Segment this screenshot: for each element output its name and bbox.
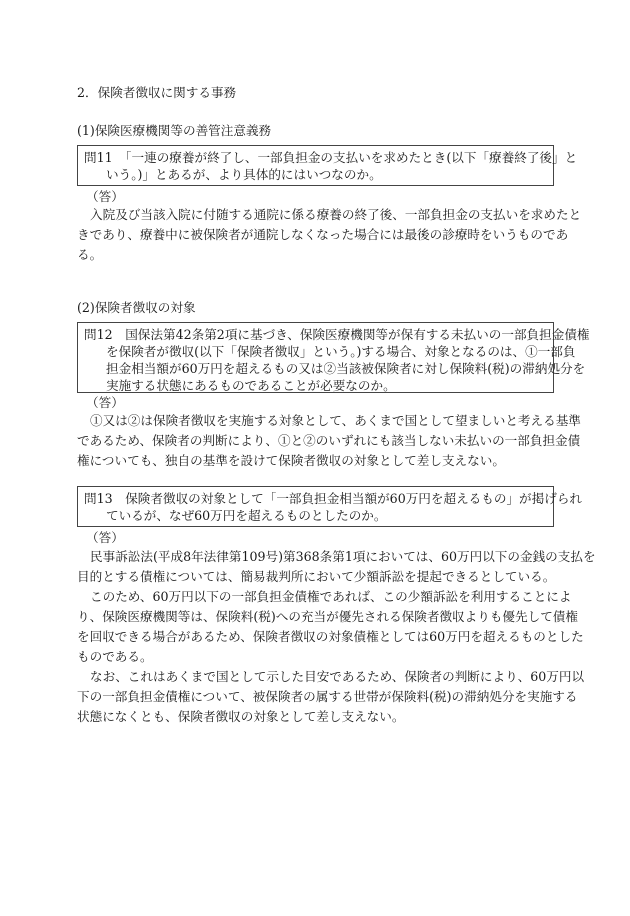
answer-line: ものである。 xyxy=(77,649,153,664)
answer-line: 下の一部負担金債権について、被保険者の属する世帯が保険料(税)の滞納処分を実施する xyxy=(77,689,578,704)
answer-label: （答） xyxy=(86,189,124,204)
answer-line: る。 xyxy=(77,247,103,262)
question-line: ているが、なぜ60万円を超えるものとしたのか。 xyxy=(106,508,387,523)
answer-line: 権についても、独自の基準を設けて保険者徴収の対象として差し支えない。 xyxy=(77,453,505,468)
question-line: 問12 国保法第42条第2項に基づき、保険医療機関等が保有する未払いの一部負担金債権 xyxy=(84,327,590,342)
answer-label: （答） xyxy=(86,530,124,545)
answer-line: ①又は②は保険者徴収を実施する対象として、あくまで国として望ましいと考える基準 xyxy=(90,413,581,428)
answer-line: であるため、保険者の判断により、①と②のいずれにも該当しない未払いの一部負担金債 xyxy=(77,433,581,448)
answer-line: を回収できる場合があるため、保険者徴収の対象債権としては60万円を超えるものとした xyxy=(77,629,584,644)
answer-line: 入院及び当該入院に付随する通院に係る療養の終了後、一部負担金の支払いを求めたと xyxy=(90,207,582,222)
question-line: を保険者が徴収(以下「保険者徴収」という。)する場合、対象となるのは、①一部負 xyxy=(106,344,576,359)
question-line: 問13 保険者徴収の対象として「一部負担金相当額が60万円を超えるもの」が掲げられ xyxy=(84,491,583,506)
answer-line: きであり、療養中に被保険者が通院しなくなった場合には最後の診療時をいうものであ xyxy=(77,227,569,242)
question-line: 担金相当額が60万円を超えるもの又は②当該被保険者に対し保険料(税)の滞納処分を xyxy=(106,361,586,376)
subsection-title-2: (2)保険者徴収の対象 xyxy=(77,300,196,315)
answer-line: 目的とする債権については、簡易裁判所において少額訴訟を提起できるとしている。 xyxy=(77,569,556,584)
answer-line: このため、60万円以下の一部負担金債権であれば、この少額訴訟を利用することによ xyxy=(90,589,572,604)
answer-13 xyxy=(77,547,596,727)
answer-line: 民事訴訟法(平成8年法律第109号)第368条第1項においては、60万円以下の金銭の支払を xyxy=(90,549,596,564)
answer-line: なお、これはあくまで国として示した目安であるため、保険者の判断により、60万円以 xyxy=(90,669,585,684)
question-box-13 xyxy=(77,486,583,527)
answer-line: 状態になくとも、保険者徴収の対象として差し支えない。 xyxy=(77,709,405,724)
answer-label: （答） xyxy=(86,395,124,410)
question-box-12 xyxy=(77,322,590,393)
answer-line: り、保険医療機関等は、保険料(税)への充当が優先される保険者徴収よりも優先して債権 xyxy=(77,609,578,624)
answer-12 xyxy=(77,411,581,471)
question-line: いう。)」とあるが、より具体的にはいつなのか。 xyxy=(106,167,382,182)
section-title: 2．保険者徴収に関する事務 xyxy=(77,85,237,100)
answer-11 xyxy=(77,205,581,265)
question-line: 問11 「一連の療養が終了し、一部負担金の支払いを求めたとき(以下「療養終了後」と xyxy=(84,150,578,165)
question-box-11 xyxy=(77,145,578,186)
question-line: 実施する状態にあるものであることが必要なのか。 xyxy=(106,378,396,393)
subsection-title-1: (1)保険医療機関等の善管注意義務 xyxy=(77,123,272,138)
